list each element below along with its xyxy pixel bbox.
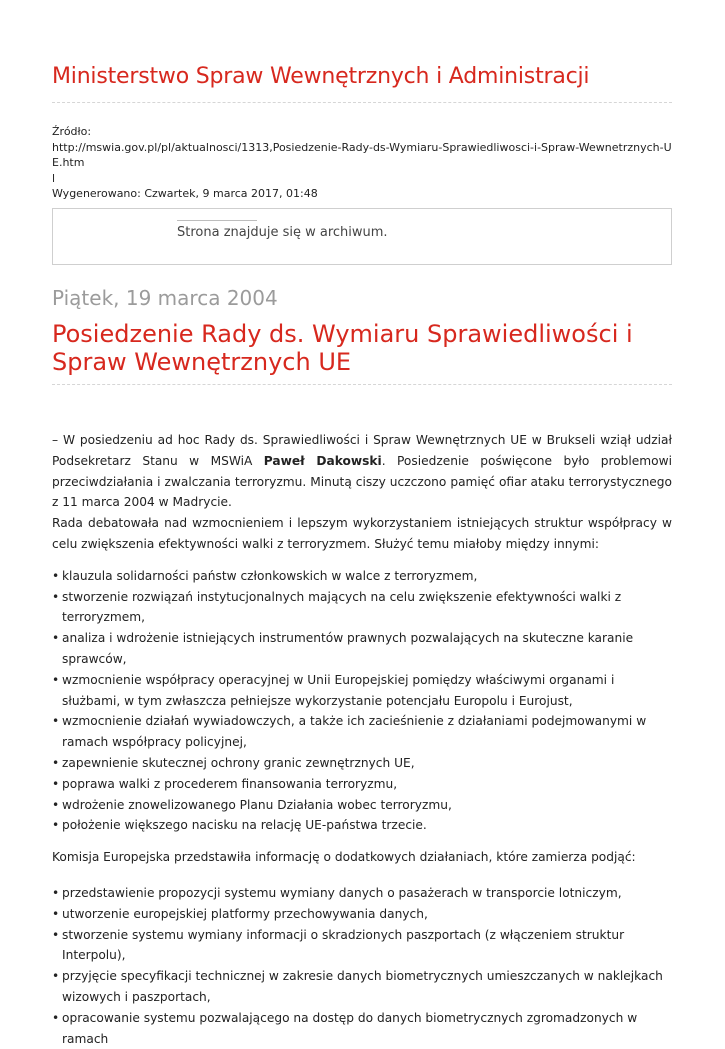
intro-text-1: – W posiedzeniu ad hoc Rady ds. Sprawiedliwości i Spraw Wewnętrznych UE w Brukseli wziął udział Podsekretarz Stanu w MSWiA: [52, 433, 672, 468]
article-date: Piątek, 19 marca 2004: [52, 286, 278, 310]
list-item: [52, 966, 672, 1008]
article-title: Posiedzenie Rady ds. Wymiaru Sprawiedliwości i Spraw Wewnętrznych UE: [52, 320, 633, 376]
bullet-icon: •: [52, 1010, 60, 1025]
list-item: [52, 753, 672, 774]
bullet-icon: •: [52, 906, 60, 921]
list-item-text: klauzula solidarności państw członkowskich w walce z terroryzmem,: [62, 568, 478, 583]
list-item: [52, 904, 672, 925]
bullet-icon: •: [52, 797, 60, 812]
generated-timestamp: Wygenerowano: Czwartek, 9 marca 2017, 01:48: [52, 187, 318, 200]
list-item-text: zapewnienie skutecznej ochrony granic zewnętrznych UE,: [62, 755, 415, 770]
source-url[interactable]: [52, 140, 677, 187]
article-body: [52, 430, 672, 1049]
bullet-icon: •: [52, 672, 60, 687]
bullet-icon: •: [52, 631, 60, 646]
source-url-line1[interactable]: http://mswia.gov.pl/pl/aktualnosci/1313,Posiedzenie-Rady-ds-Wymiaru-Sprawiedliwosci-i-Spraw-Wewnetrznych-UE.htm: [52, 140, 672, 169]
list-item: [52, 925, 672, 967]
list-item-text: analiza i wdrożenie istniejących instrumentów prawnych pozwalających na skuteczne karanie sprawców,: [62, 631, 634, 666]
source-url-line2[interactable]: l: [52, 171, 56, 185]
list-item-text: opracowanie systemu pozwalającego na dostęp do danych biometrycznych zgromadzonych w ramach: [62, 1010, 638, 1046]
list-item: [52, 566, 672, 587]
list-item-text: przedstawienie propozycji systemu wymiany danych o pasażerach w transporcie lotniczym,: [62, 885, 622, 900]
header-divider: [52, 102, 672, 103]
list-item-text: położenie większego nacisku na relację UE-państwa trzecie.: [62, 818, 427, 833]
list-item: [52, 670, 672, 712]
source-label: Źródło:: [52, 125, 92, 138]
list-item: [52, 774, 672, 795]
list-item: [52, 883, 672, 904]
bullet-icon: •: [52, 969, 60, 984]
list-item-text: stworzenie rozwiązań instytucjonalnych mających na celu zwiększenie efektywności walki z terroryzmem,: [62, 589, 622, 625]
bullet-icon: •: [52, 755, 60, 770]
archive-notice-bar: [177, 220, 257, 221]
source-meta: [52, 124, 677, 202]
bullet-icon: •: [52, 776, 60, 791]
list-item: [52, 815, 672, 836]
bullet-icon: •: [52, 818, 60, 833]
debate-paragraph: Rada debatowała nad wzmocnieniem i lepszym wykorzystaniem istniejących struktur współpracy w celu zwiększenia efektywności walki z terroryzmem. Służyć temu miałoby między innymi:: [52, 516, 672, 551]
bullet-icon: •: [52, 714, 60, 729]
list-item-text: poprawa walki z procederem finansowania terroryzmu,: [62, 776, 398, 791]
list-item: [52, 628, 672, 670]
list-item: [52, 711, 672, 753]
intro-paragraph: [52, 430, 672, 513]
list-item-text: wdrożenie znowelizowanego Planu Działania wobec terroryzmu,: [62, 797, 452, 812]
bullet-icon: •: [52, 568, 60, 583]
bullet-icon: •: [52, 885, 60, 900]
commission-paragraph: Komisja Europejska przedstawiła informację o dodatkowych działaniach, które zamierza podjąć:: [52, 850, 636, 865]
site-title: Ministerstwo Spraw Wewnętrznych i Administracji: [52, 64, 590, 89]
list-item-text: stworzenie systemu wymiany informacji o skradzionych paszportach (z włączeniem struktur Interpolu),: [62, 927, 625, 963]
intro-text-2: . Posiedzenie poświęcone było problemowi przeciwdziałania i zwalczania terroryzmu. Minutą ciszy uczczono pamięć ofiar ataku terrorystycznego z 11 marca 2004 w Madrycie.: [52, 453, 672, 510]
bullet-icon: •: [52, 589, 60, 604]
list-item-text: wzmocnienie współpracy operacyjnej w Unii Europejskiej pomiędzy właściwymi organami i służbami, w tym zwłaszcza pełniejsze wykorzystanie potencjału Europolu i Eurojust,: [62, 672, 615, 708]
title-divider: [52, 384, 672, 385]
list-item-text: przyjęcie specyfikacji technicznej w zakresie danych biometrycznych umieszczanych w naklejkach wizowych i paszportach,: [62, 969, 663, 1004]
archive-notice-text: Strona znajduje się w archiwum.: [177, 225, 388, 240]
list-item-text: wzmocnienie działań wywiadowczych, a także ich zacieśnienie z działaniami podejmowanymi w ramach współpracy policyjnej,: [62, 714, 647, 750]
list-item: [52, 795, 672, 816]
list-item: [52, 1008, 672, 1049]
list-item-text: utworzenie europejskiej platformy przechowywania danych,: [62, 906, 428, 921]
list-item: [52, 587, 672, 629]
person-name: Paweł Dakowski: [263, 453, 382, 468]
archive-notice-box: [52, 208, 672, 265]
bullet-icon: •: [52, 927, 60, 942]
measures-list: [52, 566, 672, 836]
commission-actions-list: [52, 883, 672, 1049]
